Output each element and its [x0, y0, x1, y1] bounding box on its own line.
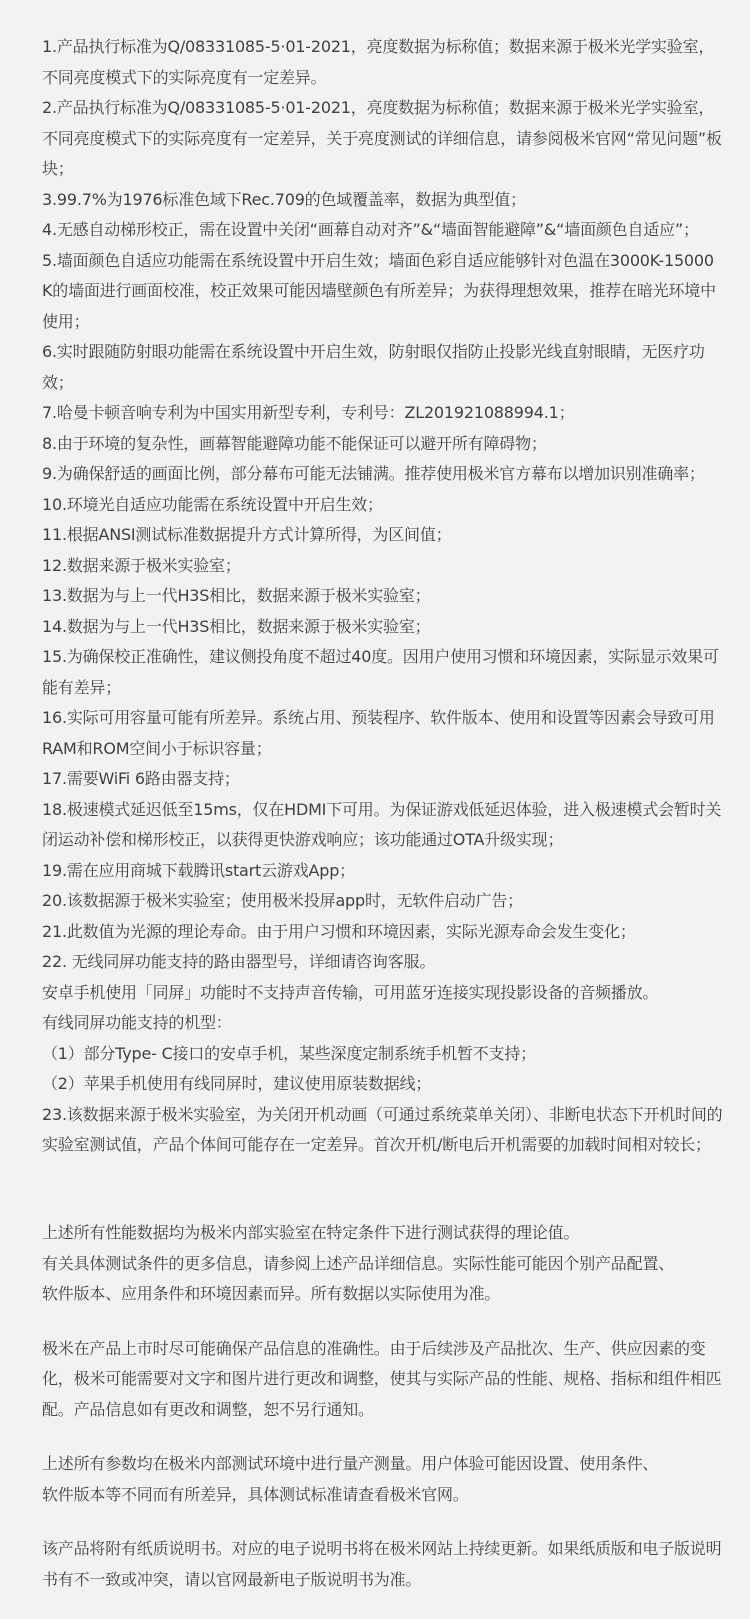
footnote-7: 7.哈曼卡顿音响专利为中国实用新型专利，专利号：ZL201921088994.1；	[42, 403, 575, 422]
footnote-6: 6.实时跟随防射眼功能需在系统设置中开启生效，防射眼仅指防止投影光线直射眼睛，无医疗功效；	[42, 342, 705, 392]
disclaimer-accuracy: 极米在产品上市时尽可能确保产品信息的准确性。由于后续涉及产品批次、生产、供应因素的变化，极米可能需要对文字和图片进行更改和调整，使其与实际产品的性能、规格、指标和组件相匹配。产品信息如有更改和调整，恕不另行通知。	[42, 1338, 722, 1419]
footnote-17: 17.需要WiFi 6路由器支持；	[42, 769, 240, 788]
footnote-2: 2.产品执行标准为Q/08331085-5·01-2021，亮度数据为标称值；数据来源于极米光学实验室，不同亮度模式下的实际亮度有一定差异，关于亮度测试的详细信息，请参阅极米官网“常见问题”板块；	[42, 98, 722, 178]
disclaimer-parameters	[42, 1449, 724, 1510]
disclaimer-manual: 该产品将附有纸质说明书。对应的电子说明书将在极米网站上持续更新。如果纸质版和电子版说明书有不一致或冲突，请以官网最新电子版说明书为准。	[42, 1539, 722, 1589]
footnote-1: 1.产品执行标准为Q/08331085-5·01-2021，亮度数据为标称值；数据来源于极米光学实验室，不同亮度模式下的实际亮度有一定差异。	[42, 37, 715, 87]
footnote-5: 5.墙面颜色自适应功能需在系统设置中开启生效；墙面色彩自适应能够针对色温在3000K-15000K的墙面进行画面校准，校正效果可能因墙壁颜色有所差异；为获得理想效果，推荐在暗光环境中使用；	[42, 250, 716, 331]
footnote-9: 9.为确保舒适的画面比例，部分幕布可能无法铺满。推荐使用极米官方幕布以增加识别准确率；	[42, 464, 705, 483]
footnote-22-wired-heading: 有线同屏功能支持的机型：	[42, 1013, 232, 1032]
footnote-12: 12.数据来源于极米实验室；	[42, 555, 241, 575]
footnote-21: 21.此数值为光源的理论寿命。由于用户习惯和环境因素，实际光源寿命会发生变化；	[42, 921, 636, 941]
footnote-22-wired-item-1: （1）部分Type- C接口的安卓手机，某些深度定制系统手机暂不支持；	[42, 1043, 536, 1063]
footnote-11: 11.根据ANSI测试标准数据提升方式计算所得，为区间值；	[42, 525, 452, 544]
disclaimer-parameters-line-1: 上述所有参数均在极米内部测试环境中进行量产测量。用户体验可能因设置、使用条件、	[42, 1454, 659, 1473]
footnote-13: 13.数据为与上一代H3S相比，数据来源于极米实验室；	[42, 586, 431, 605]
footnote-22-android-note: 安卓手机使用「同屏」功能时不支持声音传输，可用蓝牙连接实现投影设备的音频播放。	[42, 982, 659, 1002]
footnote-22-wired-item-2: （2）苹果手机使用有线同屏时，建议使用原装数据线；	[42, 1074, 432, 1093]
footnote-4: 4.无感自动梯形校正，需在设置中关闭“画幕自动对齐”&“墙面智能避障”&“墙面颜色自适应”；	[42, 220, 699, 239]
disclaimer-performance	[42, 1218, 724, 1310]
footnote-23: 23.该数据来源于极米实验室，为关闭开机动画（可通过系统菜单关闭）、非断电状态下开机时间的实验室测试值，产品个体间可能存在一定差异。首次开机/断电后开机需要的加载时间相对较长；	[42, 1104, 723, 1154]
footnote-15: 15.为确保校正准确性，建议侧投角度不超过40度。因用户使用习惯和环境因素，实际显示效果可能有差异；	[42, 647, 719, 697]
footnote-8: 8.由于环境的复杂性，画幕智能避障功能不能保证可以避开所有障碍物；	[42, 433, 547, 453]
disclaimer-section	[42, 1218, 724, 1619]
footnote-20: 20.该数据源于极米实验室；使用极米投屏app时，无软件启动广告；	[42, 891, 523, 910]
disclaimer-performance-line-1: 上述所有性能数据均为极米内部实验室在特定条件下进行测试获得的理论值。	[42, 1223, 580, 1242]
disclaimer-performance-line-2: 有关具体测试条件的更多信息，请参阅上述产品详细信息。实际性能可能因个别产品配置、	[42, 1253, 675, 1273]
footnote-19: 19.需在应用商城下载腾讯start云游戏App；	[42, 860, 355, 880]
footnote-22: 22. 无线同屏功能支持的路由器型号，详细请咨询客服。	[42, 952, 436, 971]
footnote-3: 3.99.7%为1976标准色域下Rec.709的色域覆盖率，数据为典型值；	[42, 189, 526, 209]
footnote-16: 16.实际可用容量可能有所差异。系统占用、预装程序、软件版本、使用和设置等因素会导致可用RAM和ROM空间小于标识容量；	[42, 708, 715, 758]
footnote-10: 10.环境光自适应功能需在系统设置中开启生效；	[42, 494, 383, 514]
disclaimer-parameters-line-2: 软件版本等不同而有所差异，具体测试标准请查看极米官网。	[42, 1484, 469, 1504]
disclaimer-performance-line-3: 软件版本、应用条件和环境因素而异。所有数据以实际使用为准。	[42, 1284, 501, 1303]
footnote-18: 18.极速模式延迟低至15ms，仅在HDMI下可用。为保证游戏低延迟体验，进入极速模式会暂时关闭运动补偿和梯形校正，以获得更快游戏响应；该功能通过OTA升级实现；	[42, 799, 722, 849]
footnote-14: 14.数据为与上一代H3S相比，数据来源于极米实验室；	[42, 616, 431, 636]
footnotes-list	[42, 32, 724, 1161]
